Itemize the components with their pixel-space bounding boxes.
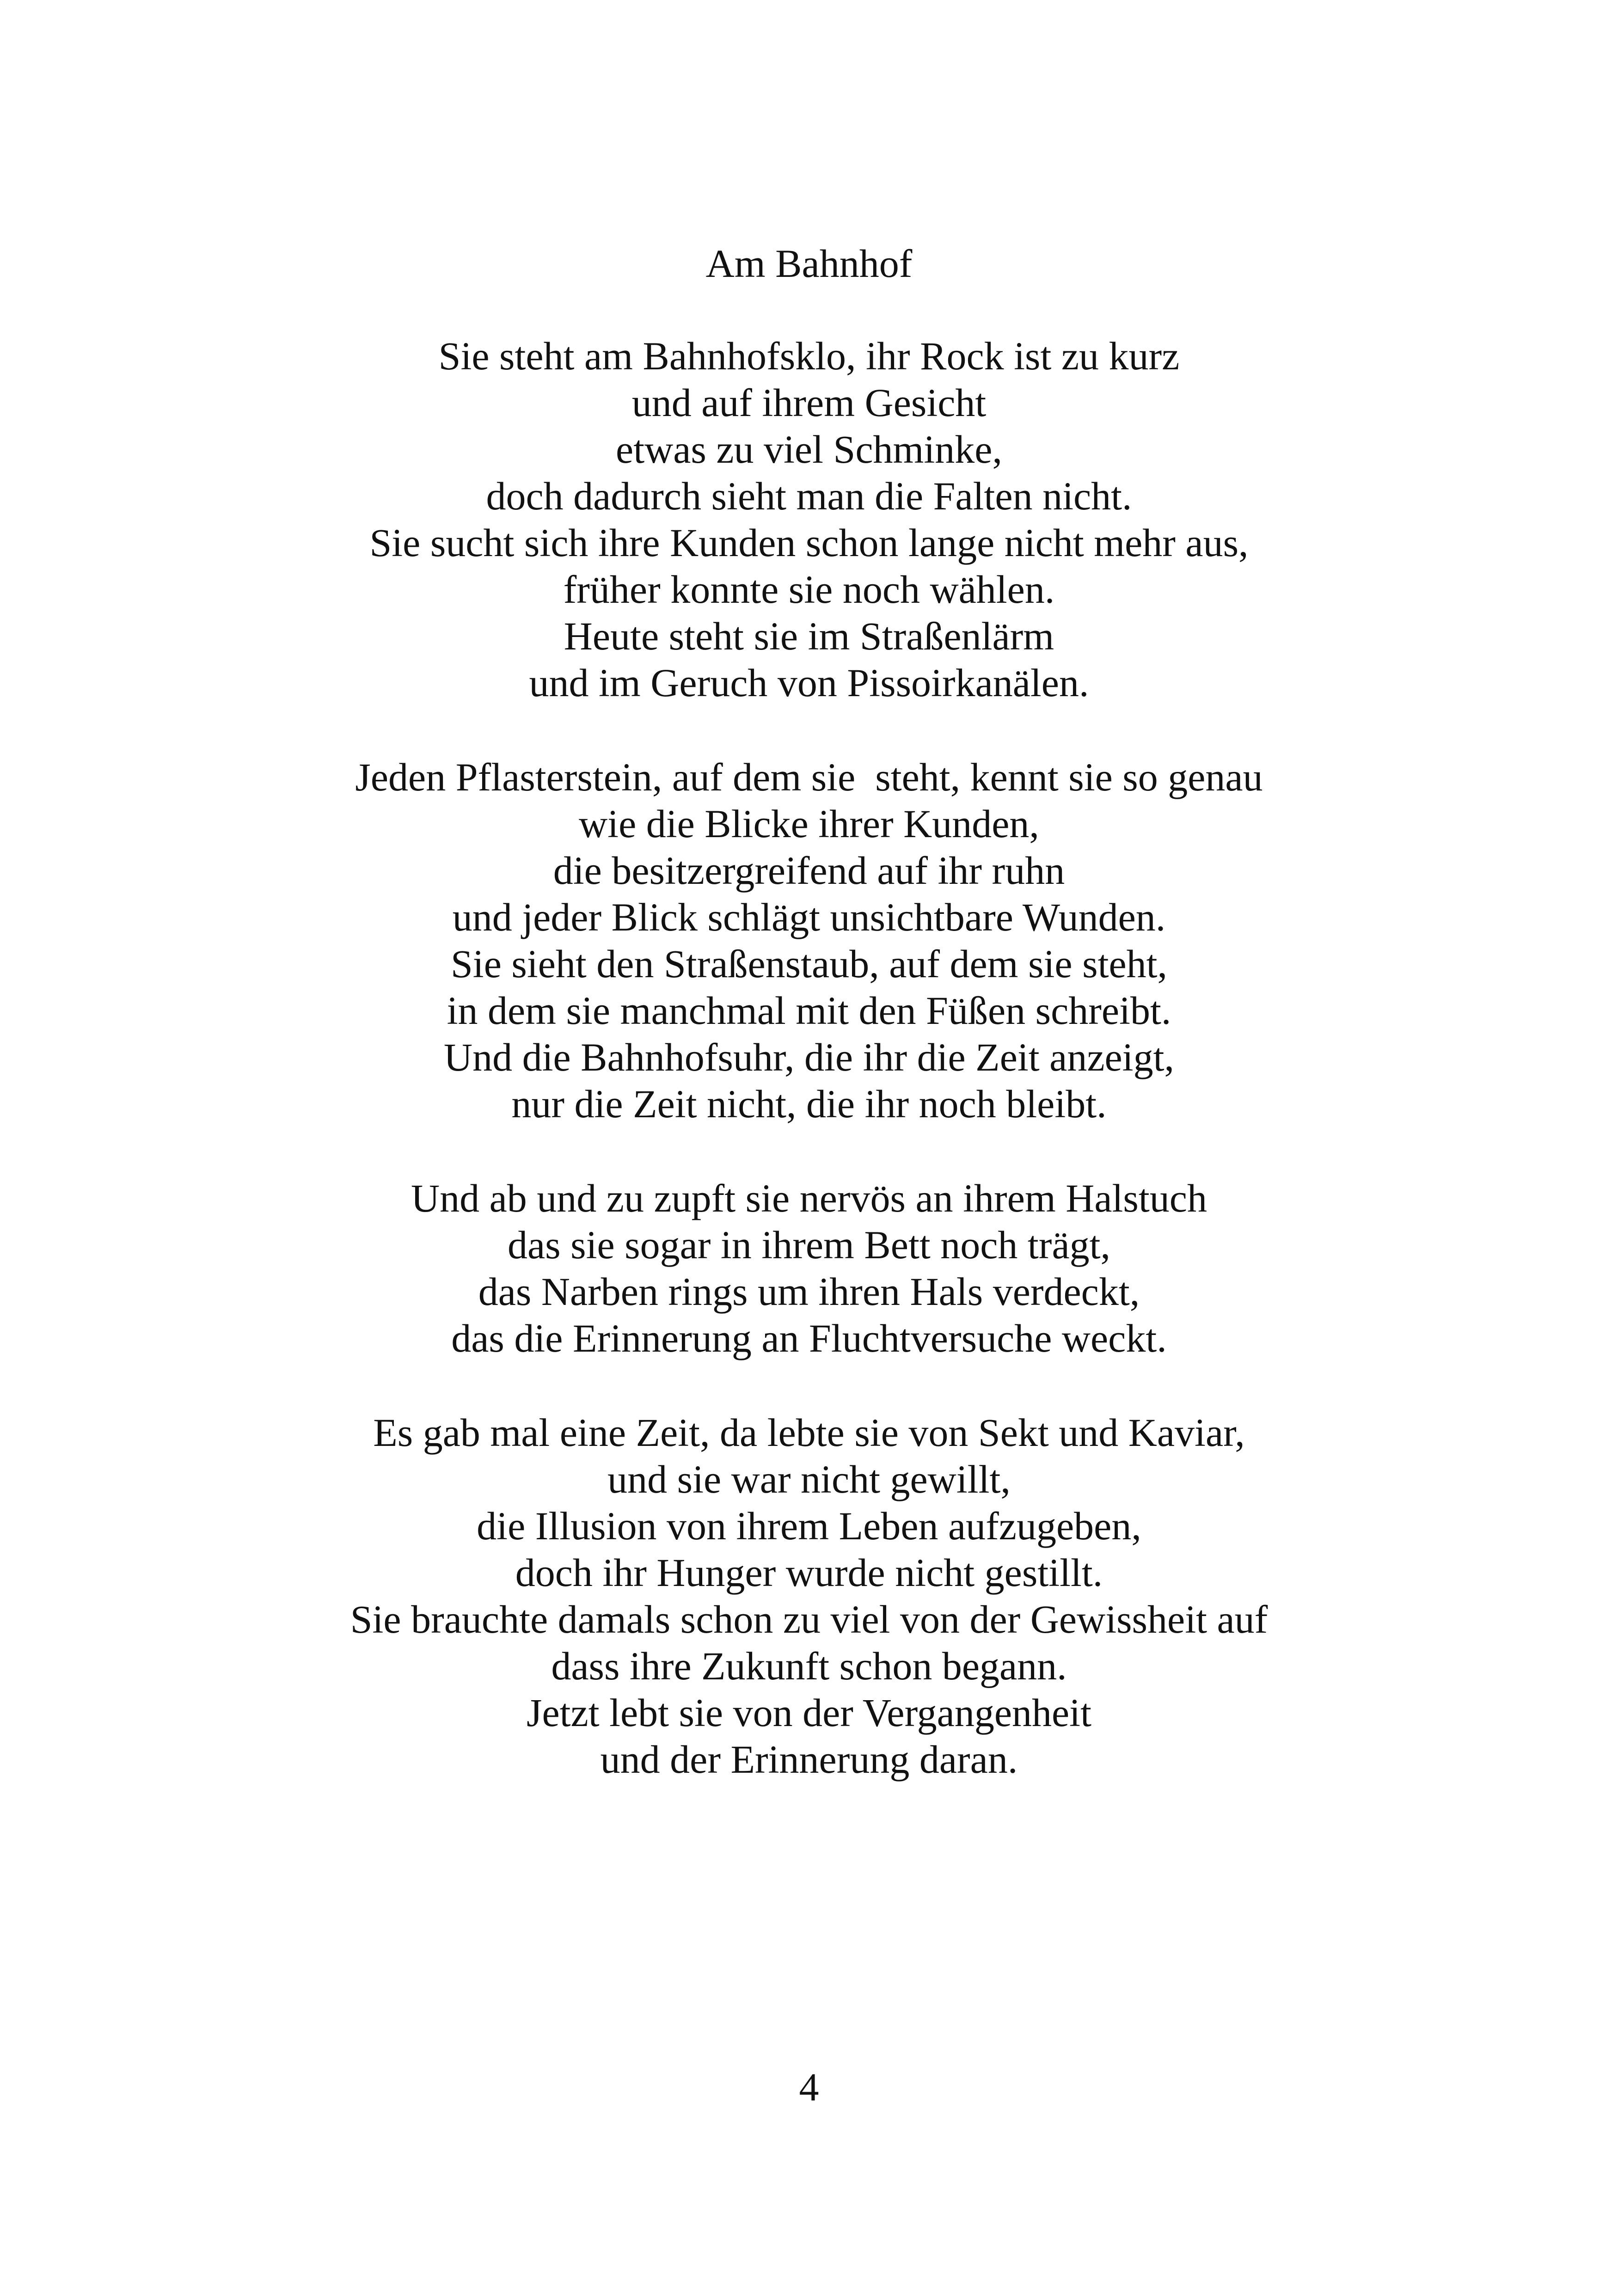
- poem-line: Jetzt lebt sie von der Vergangenheit: [527, 1690, 1091, 1735]
- poem-line: Sie sieht den Straßenstaub, auf dem sie steht,: [450, 942, 1168, 986]
- poem-line: Sie steht am Bahnhofsklo, ihr Rock ist zu kurz: [438, 334, 1180, 378]
- poem-line: Jeden Pflasterstein, auf dem sie steht, kennt sie so genau: [355, 755, 1263, 799]
- page-number: 4: [799, 2065, 819, 2109]
- poem-line: und sie war nicht gewillt,: [607, 1457, 1011, 1501]
- stanza-2: [0, 754, 1618, 1127]
- poem-line: das sie sogar in ihrem Bett noch trägt,: [507, 1223, 1111, 1267]
- poem-line: Sie sucht sich ihre Kunden schon lange nicht mehr aus,: [369, 520, 1249, 565]
- poem-line: und im Geruch von Pissoirkanälen.: [529, 661, 1089, 705]
- poem-line: und der Erinnerung daran.: [600, 1737, 1018, 1782]
- poem-line: Sie brauchte damals schon zu viel von der Gewissheit auf: [350, 1597, 1268, 1641]
- poem-line: doch dadurch sieht man die Falten nicht.: [486, 474, 1132, 518]
- poem-line: die Illusion von ihrem Leben aufzugeben,: [477, 1504, 1141, 1548]
- poem-line: in dem sie manchmal mit den Füßen schreibt.: [447, 988, 1171, 1033]
- poem-body: [0, 333, 1618, 1831]
- poem-line: und jeder Blick schlägt unsichtbare Wunden.: [452, 895, 1166, 939]
- poem-line: das Narben rings um ihren Hals verdeckt,: [478, 1269, 1140, 1314]
- stanza-3: [0, 1175, 1618, 1362]
- poem-line: Und ab und zu zupft sie nervös an ihrem Halstuch: [411, 1176, 1207, 1220]
- stanza-4: [0, 1409, 1618, 1783]
- poem-line: früher konnte sie noch wählen.: [563, 567, 1055, 612]
- poem-line: die besitzergreifend auf ihr ruhn: [553, 848, 1065, 893]
- poem-line: Und die Bahnhofsuhr, die ihr die Zeit anzeigt,: [444, 1035, 1174, 1079]
- poem-line: Heute steht sie im Straßenlärm: [564, 614, 1054, 658]
- poem-line: und auf ihrem Gesicht: [631, 380, 987, 425]
- poem-line: doch ihr Hunger wurde nicht gestillt.: [515, 1550, 1103, 1595]
- poem-line: das die Erinnerung an Fluchtversuche weckt.: [451, 1316, 1167, 1360]
- poem-line: etwas zu viel Schminke,: [616, 427, 1002, 471]
- stanza-1: [0, 333, 1618, 706]
- poem-line: wie die Blicke ihrer Kunden,: [579, 802, 1039, 846]
- poem-line: nur die Zeit nicht, die ihr noch bleibt.: [511, 1082, 1107, 1126]
- poem-line: dass ihre Zukunft schon begann.: [551, 1644, 1067, 1688]
- poem-title: Am Bahnhof: [705, 241, 913, 286]
- poem-line: Es gab mal eine Zeit, da lebte sie von Sekt und Kaviar,: [373, 1410, 1245, 1455]
